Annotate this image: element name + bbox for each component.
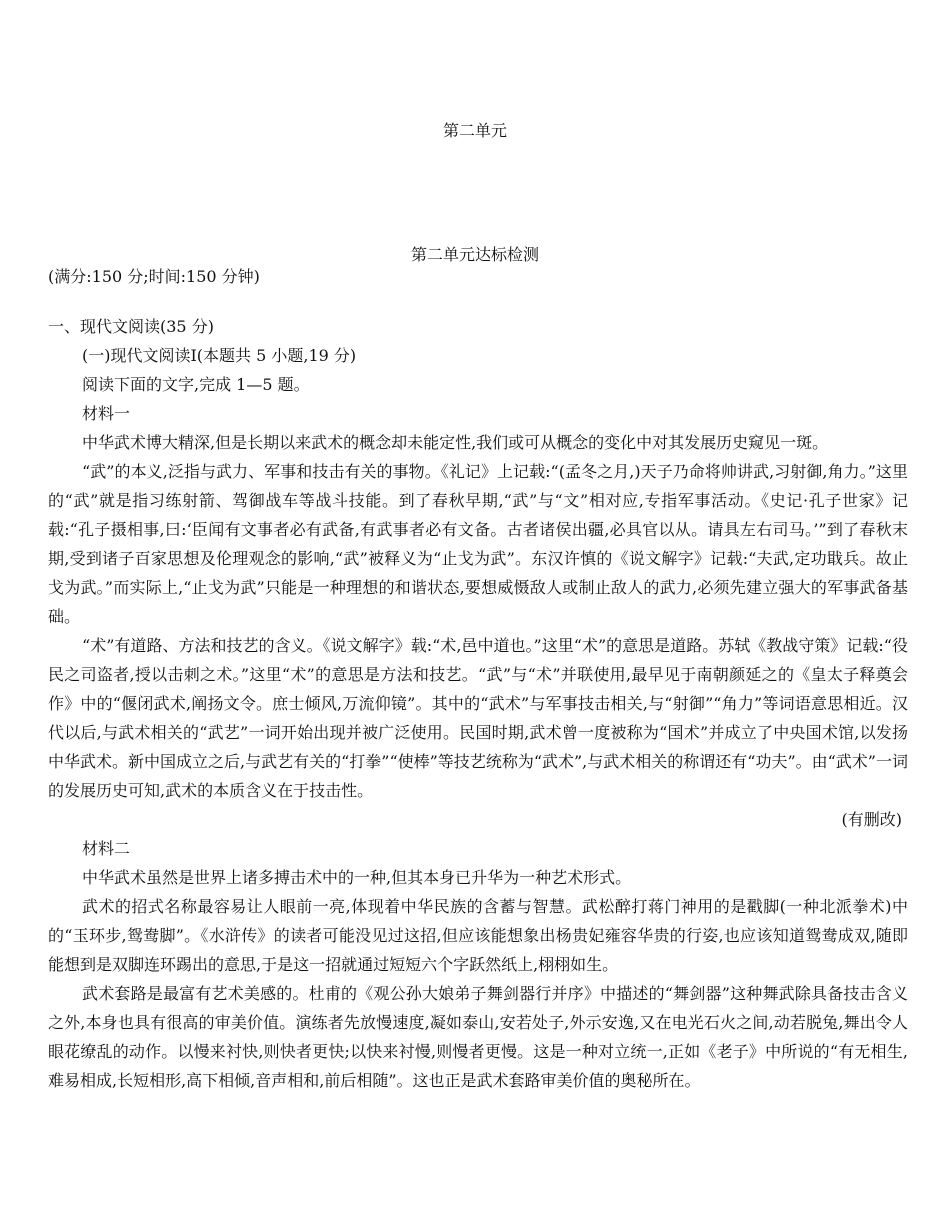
document-body: [48, 262, 908, 1095]
unit-title: 第二单元: [442, 121, 507, 140]
revision-note: (有删改): [841, 810, 902, 829]
material2-paragraph: 武术套路是最富有艺术美感的。杜甫的《观公孙大娘弟子舞剑器行并序》中描述的“舞剑器”这种舞武除具备技击含义之外,本身也具有很高的审美价值。演练者先放慢速度,凝如泰山,安若处子,外示安逸,又在电光石火之间,动若脱兔,舞出令人眼花缭乱的动作。以慢来衬快,则快者更快;以快来衬慢,则慢者更慢。这是一种对立统一,正如《老子》中所说的“有无相生,难易相成,长短相形,高下相倾,音声相和,前后相随”。这也正是武术套路审美价值的奥秘所在。: [48, 984, 908, 1090]
instruction: 阅读下面的文字,完成 1—5 题。: [82, 375, 310, 394]
section-subheading: (一)现代文阅读Ⅰ(本题共 5 小题,19 分): [82, 346, 357, 365]
material1-label: 材料一: [82, 404, 131, 423]
exam-meta: (满分:150 分;时间:150 分钟): [48, 267, 260, 286]
exam-title: 第二单元达标检测: [410, 245, 539, 264]
material2-paragraph: 武术的招式名称最容易让人眼前一亮,体现着中华民族的含蓄与智慧。武松醉打蒋门神用的是戳脚(一种北派拳术)中的“玉环步,鸳鸯脚”。《水浒传》的读者可能没见过这招,但应该能想象出杨贵妃雍容华贵的行姿,也应该知道鸳鸯成双,随即能想到是双脚连环踢出的意思,于是这一招就通过短短六个字跃然纸上,栩栩如生。: [48, 897, 908, 974]
material1-paragraph: 中华武术博大精深,但是长期以来武术的概念却未能定性,我们或可从概念的变化中对其发展历史窥见一斑。: [82, 433, 829, 452]
material2-paragraph: 中华武术虽然是世界上诸多搏击术中的一种,但其本身已升华为一种艺术形式。: [82, 868, 632, 887]
material1-paragraph: “武”的本义,泛指与武力、军事和技击有关的事物。《礼记》上记载:“(孟冬之月,)天子乃命将帅讲武,习射御,角力。”这里的“武”就是指习练射箭、驾御战车等战斗技能。到了春秋早期,“武”与“文”相对应,专指军事活动。《史记·孔子世家》记载:“孔子摄相事,曰:‘臣闻有文事者必有武备,有武事者必有文备。古者诸侯出疆,必具官以从。请具左右司马。’”到了春秋末期,受到诸子百家思想及伦理观念的影响,“武”被释义为“止戈为武”。东汉许慎的《说文解字》记载:“夫武,定功戢兵。故止戈为武。”而实际上,“止戈为武”只能是一种理想的和谐状态,要想威慑敌人或制止敌人的武力,必须先建立强大的军事武备基础。: [48, 462, 908, 626]
section-heading: 一、现代文阅读(35 分): [48, 317, 214, 336]
material1-paragraph: “术”有道路、方法和技艺的含义。《说文解字》载:“术,邑中道也。”这里“术”的意思是道路。苏轼《教战守策》记载:“役民之司盗者,授以击刺之术。”这里“术”的意思是方法和技艺。“武”与“术”并联使用,最早见于南朝颜延之的《皇太子释奠会作》中的“偃闭武术,阐扬文令。庶士倾风,万流仰镜”。其中的“武术”与军事技击相关,与“射御”“角力”等词语意思相近。汉代以后,与武术相关的“武艺”一词开始出现并被广泛使用。民国时期,武术曾一度被称为“国术”并成立了中央国术馆,以发扬中华武术。新中国成立之后,与武艺有关的“打拳”“使棒”等技艺统称为“武术”,与武术相关的称谓还有“功夫”。由“武术”一词的发展历史可知,武术的本质含义在于技击性。: [48, 636, 908, 800]
material2-label: 材料二: [82, 839, 131, 858]
